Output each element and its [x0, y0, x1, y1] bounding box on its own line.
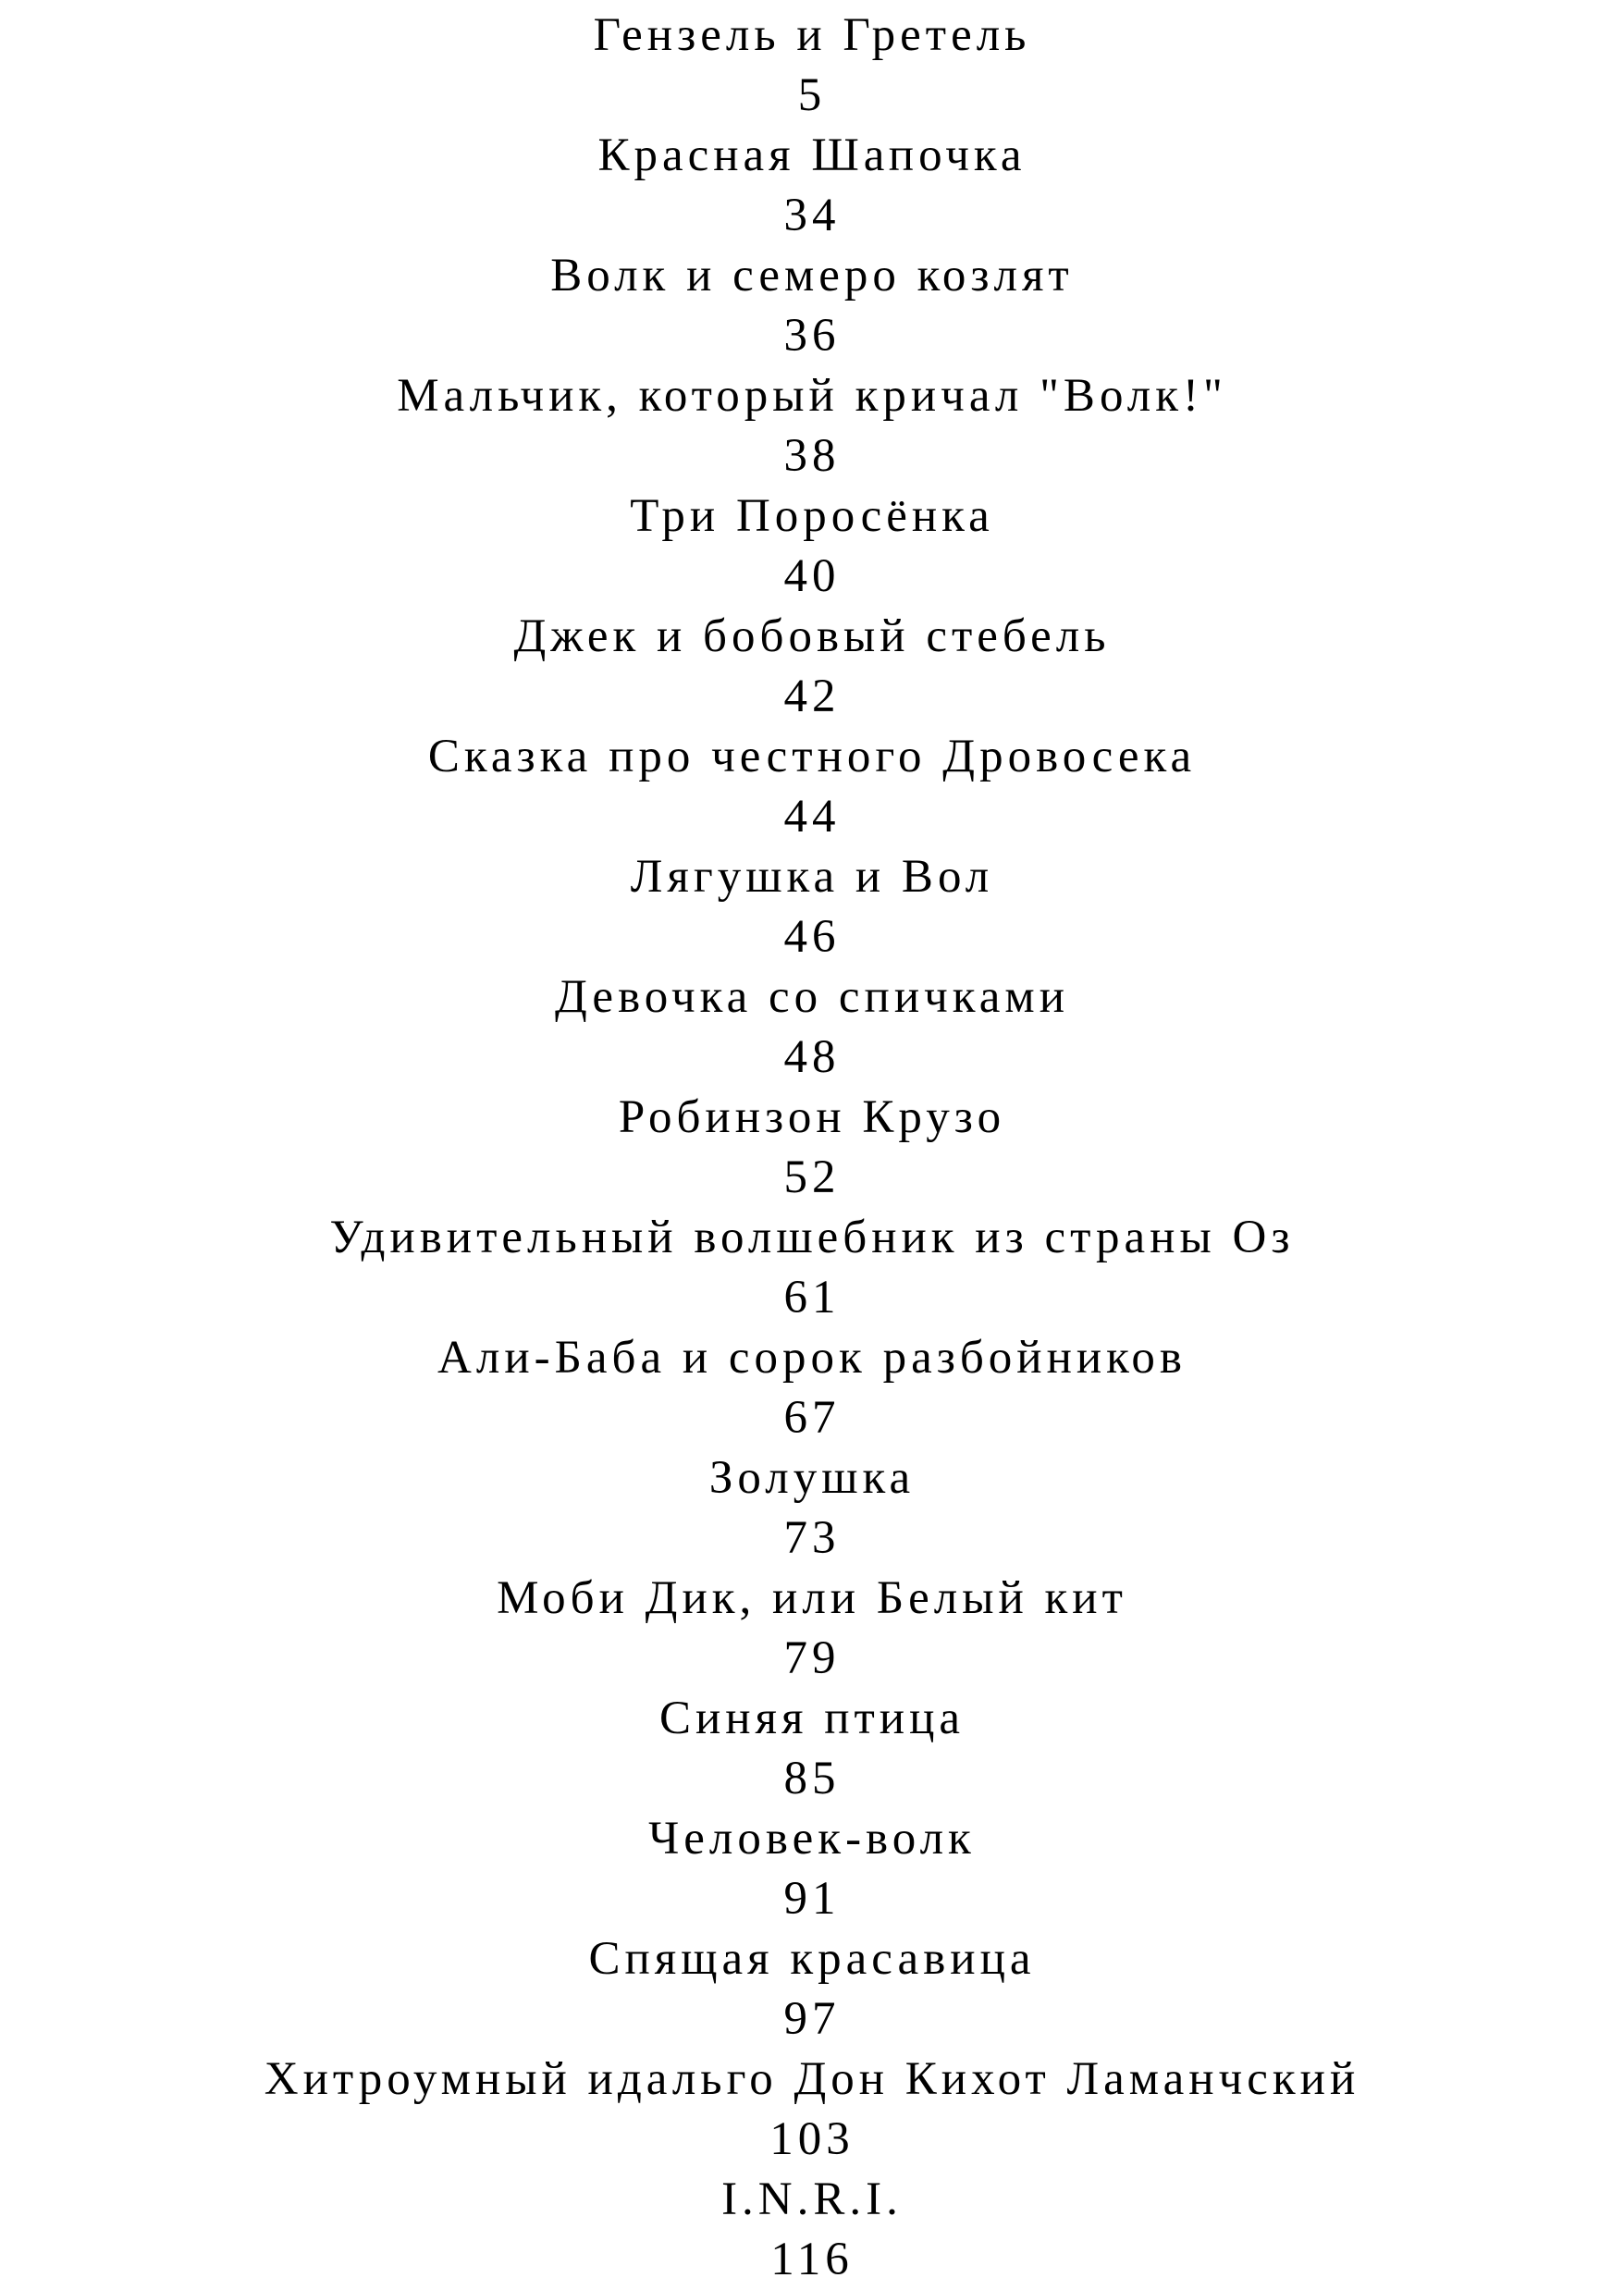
toc-entry	[0, 1689, 1624, 1809]
toc-entry-title: Джек и бобовый стебель	[513, 610, 1111, 662]
toc-entry	[0, 1569, 1624, 1689]
toc-entry-page-number: 85	[783, 1753, 841, 1804]
toc-entry	[0, 6, 1624, 126]
toc-entry-title: Сказка про честного Дровосека	[427, 731, 1197, 782]
toc-entry-title: Мальчик, который кричал "Волк!"	[397, 370, 1227, 422]
toc-entry-title: Робинзон Крузо	[618, 1091, 1006, 1143]
toc-entry-page-number: 79	[783, 1632, 841, 1684]
toc-entry-title: Удивительный волшебник из страны Оз	[329, 1212, 1295, 1263]
toc-entry-title: Красная Шапочка	[597, 129, 1027, 181]
toc-entry-page-number: 67	[783, 1392, 841, 1444]
toc-entry	[0, 967, 1624, 1088]
toc-entry-page-number: 46	[783, 911, 841, 963]
toc-entry-title: Три Поросёнка	[630, 490, 994, 542]
toc-entry-page-number: 40	[783, 550, 841, 602]
toc-entry-page-number: 91	[783, 1873, 841, 1925]
toc-entry	[0, 486, 1624, 607]
toc-entry	[0, 246, 1624, 366]
toc-entry	[0, 727, 1624, 847]
toc-entry-title: Девочка со спичками	[555, 971, 1069, 1023]
toc-entry-title: Золушка	[708, 1452, 916, 1504]
toc-entry	[0, 1448, 1624, 1569]
toc-entry	[0, 847, 1624, 967]
toc-entry-page-number: 61	[783, 1272, 841, 1324]
toc-entry	[0, 2050, 1624, 2170]
toc-entry-title: Синяя птица	[658, 1693, 966, 1744]
toc-entry-title: Али-Баба и сорок разбойников	[437, 1332, 1187, 1384]
toc-entry-title: Человек-волк	[648, 1813, 976, 1865]
toc-entry	[0, 607, 1624, 727]
toc-entry-title: Спящая красавица	[588, 1933, 1036, 1985]
toc-entry-page-number: 116	[770, 2234, 854, 2285]
toc-entry	[0, 1208, 1624, 1328]
toc-entry	[0, 1809, 1624, 1929]
toc-entry-title: Лягушка и Вол	[630, 851, 994, 903]
toc-entry-page-number: 42	[783, 671, 841, 722]
toc-entry-page-number: 44	[783, 791, 841, 843]
toc-entry-title: Моби Дик, или Белый кит	[497, 1572, 1127, 1624]
table-of-contents	[0, 6, 1624, 2290]
toc-entry-page-number: 52	[783, 1151, 841, 1203]
toc-entry-page-number: 38	[783, 430, 841, 482]
toc-entry	[0, 366, 1624, 486]
toc-entry	[0, 126, 1624, 246]
toc-entry-page-number: 103	[769, 2113, 855, 2165]
toc-entry	[0, 2170, 1624, 2290]
toc-entry-page-number: 5	[797, 69, 827, 121]
toc-entry	[0, 1929, 1624, 2050]
toc-entry-page-number: 73	[783, 1512, 841, 1564]
toc-entry-page-number: 97	[783, 1993, 841, 2045]
toc-entry	[0, 1088, 1624, 1208]
toc-entry-title: Хитроумный идальго Дон Кихот Ламанчский	[264, 2053, 1360, 2105]
toc-entry-title: I.N.R.I.	[721, 2173, 903, 2225]
toc-entry-title: Гензель и Гретель	[593, 9, 1031, 61]
toc-entry-page-number: 48	[783, 1031, 841, 1083]
toc-entry-page-number: 34	[783, 190, 841, 241]
toc-entry-title: Волк и семеро козлят	[550, 250, 1074, 302]
toc-entry-page-number: 36	[783, 310, 841, 362]
toc-entry	[0, 1328, 1624, 1448]
